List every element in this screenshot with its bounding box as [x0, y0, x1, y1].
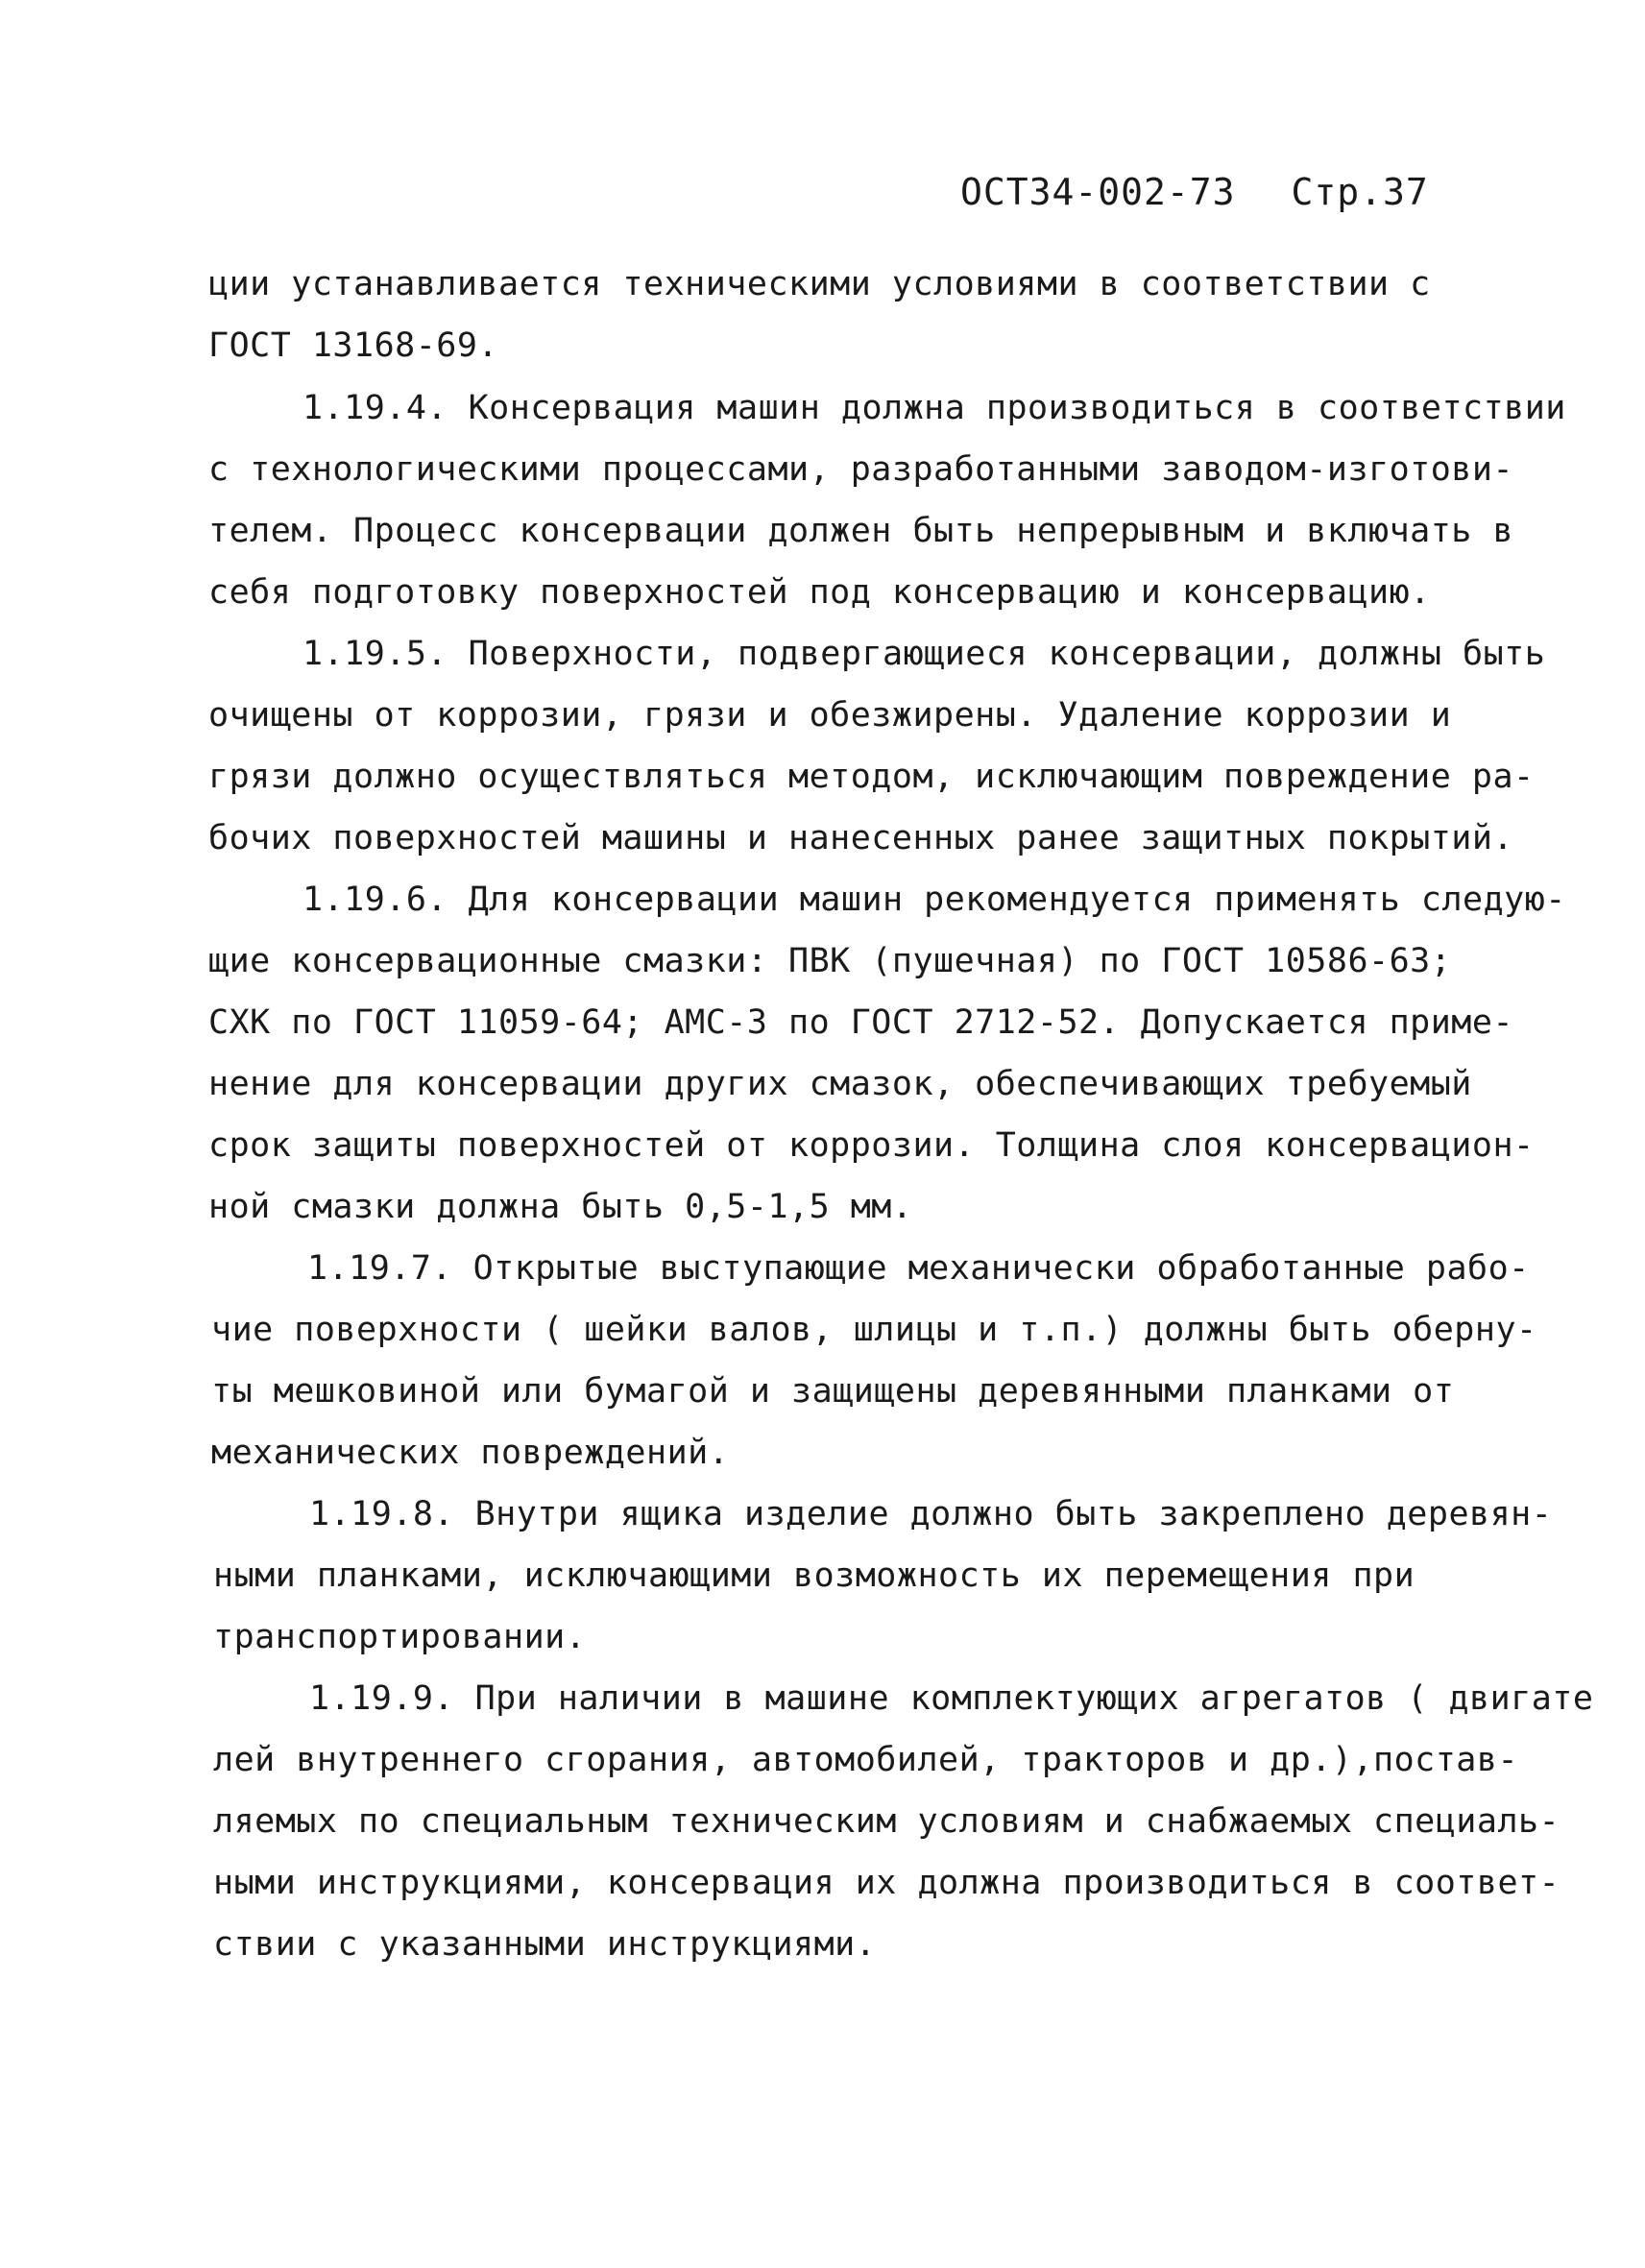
text-line: 1.19.8. Внутри ящика изделие должно быть закреплено деревян- [309, 1495, 1553, 1533]
text-line: ной смазки должна быть 0,5-1,5 мм. [208, 1188, 913, 1226]
text-line: очищены от коррозии, грязи и обезжирены. Удаление коррозии и [208, 696, 1452, 735]
text-line: ными планками, исключающими возможность их перемещения при [213, 1556, 1415, 1595]
text-line: ты мешковиной или бумагой и защищены деревянными планками от [211, 1372, 1455, 1411]
text-line: СХК по ГОСТ 11059-64; АМС-3 по ГОСТ 2712-52. Допускается приме- [208, 1003, 1514, 1042]
text-line: ными инструкциями, консервация их должна производиться в соответ- [213, 1864, 1560, 1902]
text-line: с технологическими процессами, разработанными заводом-изготови- [208, 450, 1514, 489]
text-line: чие поверхности ( шейки валов, шлицы и т.п.) должны быть оберну- [211, 1311, 1537, 1349]
text-line: нение для консервации других смазок, обеспечивающих требуемый [208, 1065, 1472, 1103]
page-header [960, 171, 1429, 213]
text-line: механических повреждений. [211, 1434, 730, 1472]
text-line: грязи должно осуществляться методом, исключающим повреждение ра- [208, 758, 1535, 796]
text-line: 1.19.6. Для консервации машин рекомендуется применять следую- [302, 881, 1566, 919]
text-line: лей внутреннего сгорания, автомобилей, тракторов и др.),постав- [213, 1741, 1519, 1779]
document-code: ОСТ34-002-73 [960, 171, 1236, 213]
text-line: бочих поверхностей машины и нанесенных ранее защитных покрытий. [208, 819, 1514, 857]
text-line: ляемых по специальным техническим условиям и снабжаемых специаль- [213, 1802, 1560, 1841]
page-number: Стр.37 [1291, 171, 1429, 213]
text-line: транспортировании. [213, 1618, 587, 1656]
text-line: себя подготовку поверхностей под консервацию и консервацию. [208, 573, 1431, 612]
text-line: 1.19.4. Консервация машин должна производиться в соответствии [302, 389, 1566, 427]
text-line: ГОСТ 13168-69. [208, 326, 499, 365]
text-line: 1.19.7. Открытые выступающие механически обработанные рабо- [307, 1249, 1530, 1288]
text-line: ствии с указанными инструкциями. [213, 1925, 877, 1964]
text-line: ции устанавливается техническими условиями в соответствии с [208, 265, 1431, 303]
text-line: 1.19.9. При наличии в машине комплектующих агрегатов ( двигате [309, 1679, 1594, 1718]
text-line: телем. Процесс консервации должен быть непрерывным и включать в [208, 512, 1514, 550]
text-line: срок защиты поверхностей от коррозии. Толщина слоя консервацион- [208, 1126, 1535, 1165]
text-line: щие консервационные смазки: ПВК (пушечная) по ГОСТ 10586-63; [208, 942, 1452, 980]
text-line: 1.19.5. Поверхности, подвергающиеся консервации, должны быть [302, 635, 1546, 673]
